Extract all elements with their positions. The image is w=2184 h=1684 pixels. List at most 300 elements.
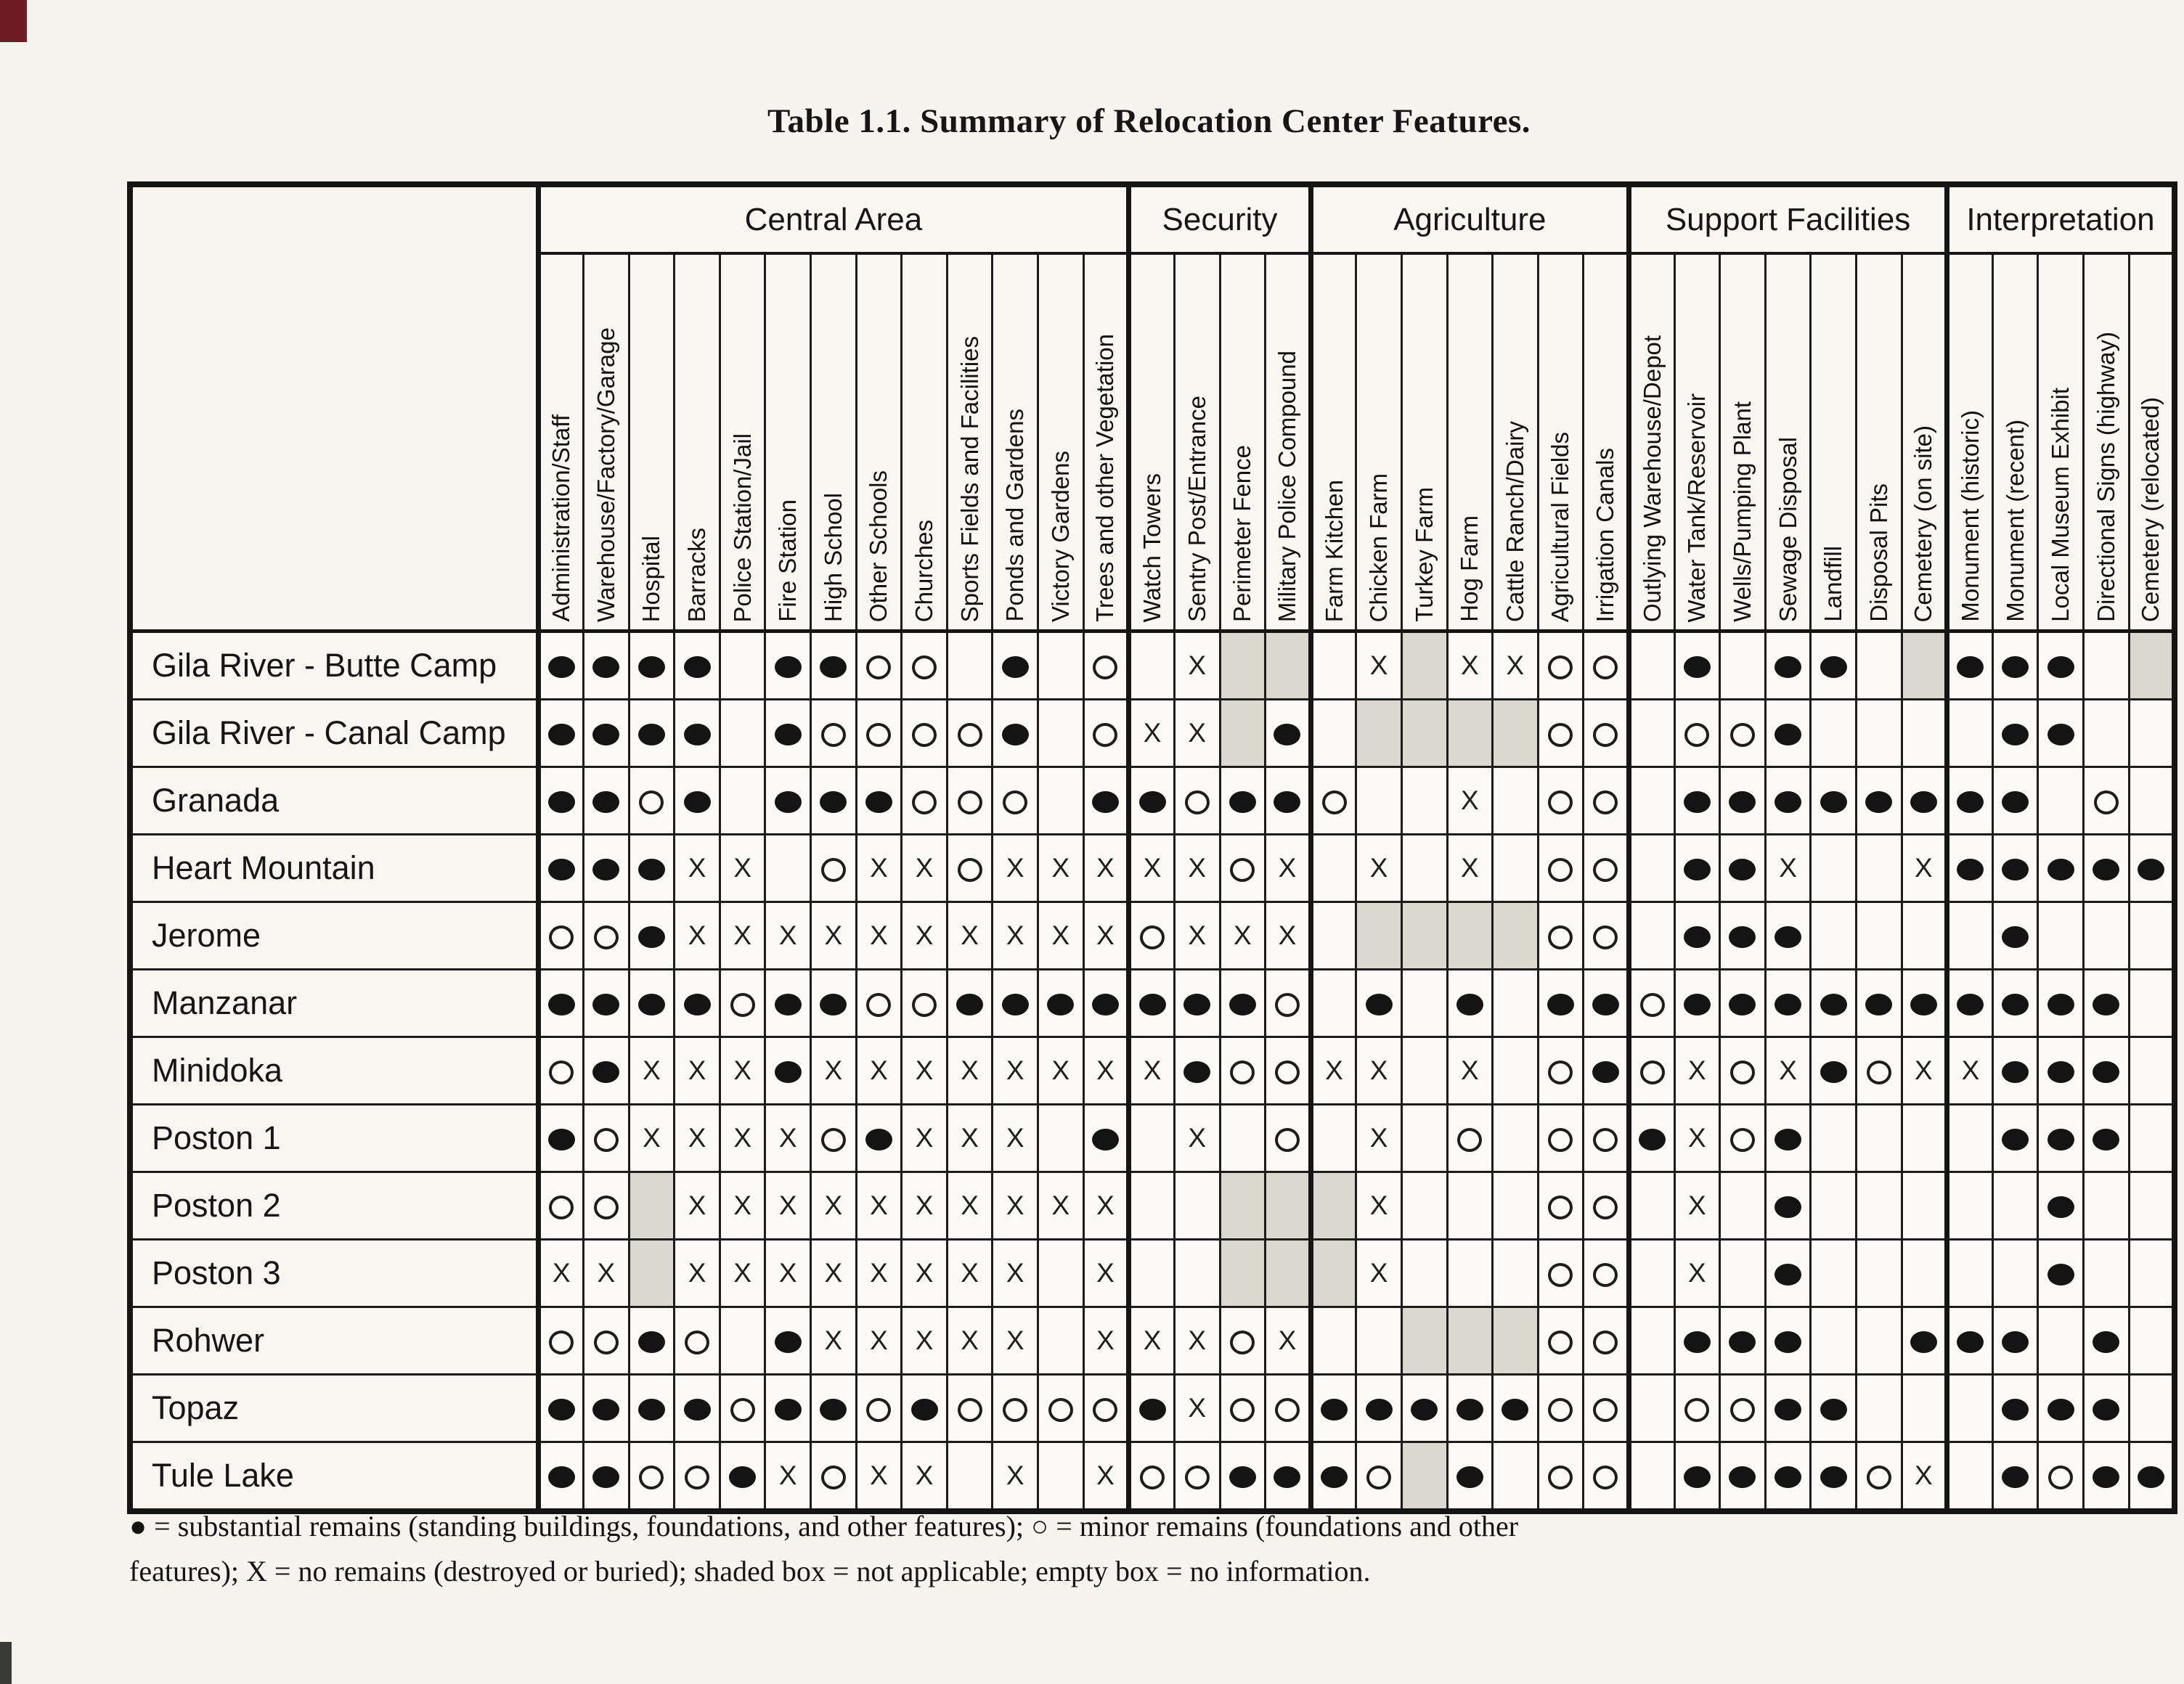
data-cell <box>1720 1240 1766 1307</box>
data-cell <box>2129 767 2175 835</box>
column-label: Agricultural Fields <box>1547 431 1574 622</box>
data-cell <box>1856 1105 1902 1172</box>
minor-remains-icon <box>1548 1195 1573 1219</box>
table-row <box>130 767 2175 835</box>
data-cell <box>1401 835 1447 902</box>
data-cell: X <box>765 902 811 970</box>
minor-remains-icon <box>1275 1398 1300 1422</box>
data-cell <box>1765 632 1811 700</box>
substantial-remains-icon <box>1092 1129 1119 1150</box>
substantial-remains-icon <box>2093 1129 2119 1150</box>
minor-remains-icon <box>1322 790 1347 814</box>
data-cell <box>1129 1442 1175 1512</box>
minor-remains-icon <box>1593 925 1618 949</box>
data-cell: X <box>1674 1037 1720 1105</box>
data-cell <box>1584 1307 1629 1375</box>
data-cell <box>1038 1375 1084 1442</box>
data-cell: X <box>1174 902 1220 970</box>
data-cell <box>1765 1172 1811 1240</box>
minor-remains-icon <box>912 723 937 747</box>
data-cell <box>1083 1375 1129 1442</box>
minor-remains-icon <box>1275 1060 1300 1084</box>
substantial-remains-icon <box>1002 724 1029 745</box>
data-cell <box>1629 632 1674 700</box>
data-cell: X <box>1083 1172 1129 1240</box>
data-cell <box>1493 700 1539 767</box>
data-cell <box>1493 1442 1539 1512</box>
data-cell <box>1220 1240 1266 1307</box>
data-cell <box>1629 767 1674 835</box>
data-cell <box>1811 1240 1857 1307</box>
substantial-remains-icon <box>956 994 983 1015</box>
substantial-remains-icon <box>2002 791 2029 813</box>
data-cell <box>1493 1375 1539 1442</box>
substantial-remains-icon <box>1820 1399 1847 1421</box>
data-cell <box>765 1375 811 1442</box>
data-cell <box>1992 835 2038 902</box>
data-cell <box>1629 1375 1674 1442</box>
substantial-remains-icon <box>592 791 619 813</box>
data-cell <box>902 700 948 767</box>
substantial-remains-icon <box>1366 994 1393 1015</box>
substantial-remains-icon <box>1456 994 1483 1015</box>
data-cell <box>1811 1442 1857 1512</box>
data-cell <box>2129 1307 2175 1375</box>
column-header-26 <box>1674 253 1720 632</box>
data-cell <box>947 1375 993 1442</box>
minor-remains-icon <box>912 790 937 814</box>
substantial-remains-icon <box>1729 994 1756 1015</box>
substantial-remains-icon <box>1774 791 1801 813</box>
data-cell <box>1811 1375 1857 1442</box>
column-header-20 <box>1401 253 1447 632</box>
substantial-remains-icon <box>1183 994 1210 1015</box>
data-cell <box>720 1375 765 1442</box>
data-cell <box>675 700 720 767</box>
data-cell <box>1356 970 1402 1037</box>
data-cell: X <box>720 1172 765 1240</box>
data-cell <box>1401 1172 1447 1240</box>
data-cell <box>1992 632 2038 700</box>
column-label: Cemetery (relocated) <box>2137 397 2164 622</box>
data-cell <box>1765 700 1811 767</box>
minor-remains-icon <box>1593 1398 1618 1422</box>
data-cell <box>1674 1375 1720 1442</box>
substantial-remains-icon <box>684 791 711 813</box>
data-cell <box>902 970 948 1037</box>
data-cell: X <box>1902 1037 1947 1105</box>
data-cell <box>1266 632 1311 700</box>
data-cell <box>1811 700 1857 767</box>
minor-remains-icon <box>594 1331 619 1354</box>
substantial-remains-icon <box>729 1466 756 1488</box>
substantial-remains-icon <box>592 1061 619 1083</box>
data-cell <box>1447 1240 1493 1307</box>
row-label: Manzanar <box>130 970 538 1037</box>
data-cell <box>1992 902 2038 970</box>
data-cell: X <box>1083 1037 1129 1105</box>
data-cell: X <box>1038 1037 1084 1105</box>
data-cell <box>1493 835 1539 902</box>
data-cell <box>1629 1172 1674 1240</box>
minor-remains-icon <box>958 723 982 747</box>
table-head <box>130 184 2175 632</box>
data-cell <box>1174 1172 1220 1240</box>
data-cell <box>2083 632 2129 700</box>
data-cell <box>1992 1172 2038 1240</box>
column-header-12 <box>1038 253 1084 632</box>
data-cell: X <box>1174 1105 1220 1172</box>
data-cell <box>1447 1307 1493 1375</box>
data-cell <box>1856 1037 1902 1105</box>
substantial-remains-icon <box>1092 994 1119 1015</box>
data-cell <box>1765 1442 1811 1512</box>
data-cell <box>629 1375 675 1442</box>
column-label: Irrigation Canals <box>1592 447 1619 622</box>
data-cell <box>2083 1240 2129 1307</box>
data-cell <box>1401 970 1447 1037</box>
data-cell <box>811 767 857 835</box>
data-cell <box>629 700 675 767</box>
row-label: Jerome <box>130 902 538 970</box>
data-cell <box>720 700 765 767</box>
data-cell <box>1765 1240 1811 1307</box>
minor-remains-icon <box>594 925 619 949</box>
data-cell <box>1401 902 1447 970</box>
substantial-remains-icon <box>638 1331 665 1353</box>
data-cell <box>1947 970 1993 1037</box>
substantial-remains-icon <box>2048 724 2074 745</box>
data-cell <box>1856 1442 1902 1512</box>
substantial-remains-icon <box>1047 994 1074 1015</box>
data-cell <box>1129 1240 1175 1307</box>
substantial-remains-icon <box>775 994 802 1015</box>
data-cell <box>1493 767 1539 835</box>
data-cell <box>720 767 765 835</box>
substantial-remains-icon <box>592 859 619 880</box>
data-cell <box>1856 902 1902 970</box>
data-cell <box>1220 767 1266 835</box>
column-label: Sentry Post/Entrance <box>1183 396 1210 622</box>
data-cell <box>1856 1240 1902 1307</box>
substantial-remains-icon <box>2002 994 2029 1015</box>
substantial-remains-icon <box>1592 994 1619 1015</box>
data-cell <box>765 767 811 835</box>
data-cell <box>1674 970 1720 1037</box>
substantial-remains-icon <box>820 1399 847 1421</box>
data-cell: X <box>1129 700 1175 767</box>
data-cell <box>1947 1240 1993 1307</box>
data-cell <box>1720 1375 1766 1442</box>
group-header-interpretation: Interpretation <box>1947 184 2175 253</box>
data-cell <box>584 1037 629 1105</box>
data-cell <box>1947 835 1993 902</box>
minor-remains-icon <box>1593 1331 1618 1354</box>
data-cell: X <box>993 1442 1038 1512</box>
data-cell <box>1902 632 1947 700</box>
data-cell <box>1584 1172 1629 1240</box>
data-cell <box>584 1442 629 1512</box>
column-label: Cemetery (on site) <box>1910 425 1937 622</box>
data-cell <box>2083 1375 2129 1442</box>
data-cell <box>1038 1442 1084 1512</box>
column-header-29 <box>1811 253 1857 632</box>
data-cell <box>1902 1307 1947 1375</box>
data-cell <box>993 767 1038 835</box>
data-cell <box>1674 1442 1720 1512</box>
data-cell <box>1493 1240 1539 1307</box>
substantial-remains-icon <box>1366 1399 1393 1421</box>
data-cell <box>584 970 629 1037</box>
data-cell: X <box>902 1037 948 1105</box>
data-cell <box>1947 902 1993 970</box>
substantial-remains-icon <box>1684 791 1711 813</box>
data-cell <box>993 1375 1038 1442</box>
substantial-remains-icon <box>684 1399 711 1421</box>
column-header-28 <box>1765 253 1811 632</box>
data-cell <box>811 1442 857 1512</box>
data-cell <box>1401 1442 1447 1512</box>
data-cell: X <box>856 1037 902 1105</box>
column-label: Monument (recent) <box>2001 420 2029 622</box>
minor-remains-icon <box>1093 723 1117 747</box>
substantial-remains-icon <box>1957 859 1984 880</box>
data-cell: X <box>947 902 993 970</box>
substantial-remains-icon <box>1774 926 1801 948</box>
data-cell <box>2129 970 2175 1037</box>
data-cell: X <box>1493 632 1539 700</box>
substantial-remains-icon <box>775 1399 802 1421</box>
substantial-remains-icon <box>1274 791 1300 813</box>
data-cell <box>629 1307 675 1375</box>
data-cell: X <box>1266 835 1311 902</box>
minor-remains-icon <box>549 1195 574 1219</box>
minor-remains-icon <box>730 1398 755 1422</box>
substantial-remains-icon <box>2048 1264 2074 1286</box>
data-cell: X <box>902 1105 948 1172</box>
substantial-remains-icon <box>1774 994 1801 1015</box>
data-cell <box>1266 1105 1311 1172</box>
data-cell: X <box>993 835 1038 902</box>
data-cell: X <box>1447 632 1493 700</box>
data-cell: X <box>765 1105 811 1172</box>
data-cell <box>2038 767 2084 835</box>
column-header-3 <box>629 253 675 632</box>
data-cell: X <box>1083 1240 1129 1307</box>
data-cell <box>675 970 720 1037</box>
data-cell <box>1220 632 1266 700</box>
column-label: Water Tank/Reservoir <box>1683 393 1711 622</box>
substantial-remains-icon <box>1002 656 1029 678</box>
data-cell <box>1083 632 1129 700</box>
data-cell <box>1538 767 1584 835</box>
data-cell <box>1629 902 1674 970</box>
substantial-remains-icon <box>2002 1331 2029 1353</box>
substantial-remains-icon <box>2093 994 2119 1015</box>
minor-remains-icon <box>2048 1466 2073 1489</box>
data-cell <box>538 700 584 767</box>
table-row <box>130 1307 2175 1375</box>
data-cell <box>1220 835 1266 902</box>
data-cell <box>2129 632 2175 700</box>
data-cell: X <box>856 1307 902 1375</box>
column-label: Hospital <box>637 535 665 622</box>
data-cell: X <box>1129 835 1175 902</box>
data-cell <box>1629 835 1674 902</box>
substantial-remains-icon <box>2048 1061 2074 1083</box>
data-cell <box>993 632 1038 700</box>
data-cell <box>584 1105 629 1172</box>
column-header-6 <box>765 253 811 632</box>
column-label: Watch Towers <box>1138 473 1166 622</box>
substantial-remains-icon <box>1957 1331 1984 1353</box>
data-cell: X <box>1447 1037 1493 1105</box>
substantial-remains-icon <box>1910 1331 1937 1353</box>
data-cell <box>1311 1307 1356 1375</box>
data-cell: X <box>902 902 948 970</box>
substantial-remains-icon <box>592 724 619 745</box>
substantial-remains-icon <box>1820 1466 1847 1488</box>
minor-remains-icon <box>1048 1398 1073 1422</box>
data-cell: X <box>1356 1105 1402 1172</box>
data-cell: X <box>1447 835 1493 902</box>
substantial-remains-icon <box>638 1399 665 1421</box>
data-cell <box>947 632 993 700</box>
minor-remains-icon <box>958 790 982 814</box>
substantial-remains-icon <box>1229 791 1256 813</box>
minor-remains-icon <box>594 1195 619 1219</box>
features-table <box>127 181 2177 1514</box>
substantial-remains-icon <box>775 656 802 678</box>
data-cell: X <box>1266 902 1311 970</box>
data-cell <box>1674 700 1720 767</box>
data-cell <box>1038 1240 1084 1307</box>
data-cell: X <box>1674 1172 1720 1240</box>
column-header-36 <box>2129 253 2175 632</box>
minor-remains-icon <box>1185 790 1210 814</box>
data-cell: X <box>856 1172 902 1240</box>
data-cell: X <box>1356 1037 1402 1105</box>
column-header-23 <box>1538 253 1584 632</box>
data-cell <box>720 632 765 700</box>
data-cell <box>765 1307 811 1375</box>
substantial-remains-icon <box>1321 1466 1348 1488</box>
minor-remains-icon <box>1230 858 1255 882</box>
data-cell: X <box>1174 1375 1220 1442</box>
minor-remains-icon <box>1593 1466 1618 1489</box>
data-cell <box>675 1375 720 1442</box>
data-cell <box>1674 902 1720 970</box>
data-cell <box>1856 1307 1902 1375</box>
data-cell <box>1174 970 1220 1037</box>
column-label: Local Museum Exhibit <box>2047 388 2074 622</box>
minor-remains-icon <box>958 1398 982 1422</box>
data-cell: X <box>720 1037 765 1105</box>
data-cell <box>1856 970 1902 1037</box>
data-cell: X <box>629 1037 675 1105</box>
data-cell <box>1947 700 1993 767</box>
substantial-remains-icon <box>548 1466 575 1488</box>
legend-text: ● = substantial remains (standing buildings, foundations, and other features); ○ = minor remains (foundations and other features); X = no remains (destroyed or buried); shaded box = not applicable; empty box = no information. <box>129 1510 1519 1587</box>
data-cell <box>1174 1442 1220 1512</box>
data-cell <box>1220 1037 1266 1105</box>
data-cell: X <box>675 835 720 902</box>
data-cell <box>2129 835 2175 902</box>
data-cell <box>1220 1307 1266 1375</box>
minor-remains-icon <box>1548 1263 1573 1287</box>
data-cell <box>765 700 811 767</box>
data-cell: X <box>811 1307 857 1375</box>
data-cell <box>629 1172 675 1240</box>
data-cell <box>765 970 811 1037</box>
minor-remains-icon <box>1640 993 1665 1017</box>
substantial-remains-icon <box>1774 656 1801 678</box>
data-cell <box>1947 632 1993 700</box>
substantial-remains-icon <box>1820 656 1847 678</box>
data-cell <box>1720 835 1766 902</box>
data-cell <box>856 632 902 700</box>
data-cell <box>1856 835 1902 902</box>
data-cell <box>1266 1037 1311 1105</box>
column-label: High School <box>819 493 847 622</box>
substantial-remains-icon <box>1865 791 1892 813</box>
data-cell <box>765 1037 811 1105</box>
data-cell: X <box>765 1172 811 1240</box>
data-cell <box>629 1240 675 1307</box>
data-cell: X <box>1083 1442 1129 1512</box>
data-cell <box>2129 902 2175 970</box>
data-cell <box>2083 1442 2129 1512</box>
data-cell <box>1856 1172 1902 1240</box>
row-label: Topaz <box>130 1375 538 1442</box>
column-label: Sewage Disposal <box>1774 437 1801 622</box>
substantial-remains-icon <box>1957 791 1984 813</box>
minor-remains-icon <box>1867 1060 1891 1084</box>
data-cell <box>1538 1105 1584 1172</box>
substantial-remains-icon <box>1684 859 1711 880</box>
data-cell <box>1220 1375 1266 1442</box>
data-cell <box>1401 632 1447 700</box>
data-cell <box>538 1375 584 1442</box>
substantial-remains-icon <box>2093 859 2119 880</box>
substantial-remains-icon <box>775 1331 802 1353</box>
data-cell: X <box>720 835 765 902</box>
data-cell <box>2129 1375 2175 1442</box>
column-header-4 <box>675 253 720 632</box>
substantial-remains-icon <box>1774 1196 1801 1218</box>
data-cell <box>1129 767 1175 835</box>
data-cell <box>1447 1172 1493 1240</box>
column-label: Chicken Farm <box>1365 473 1393 622</box>
substantial-remains-icon <box>1820 994 1847 1015</box>
data-cell: X <box>902 1442 948 1512</box>
substantial-remains-icon <box>775 1061 802 1083</box>
minor-remains-icon <box>1684 723 1709 747</box>
data-cell: X <box>856 902 902 970</box>
data-cell <box>584 700 629 767</box>
data-cell <box>1220 1442 1266 1512</box>
column-header-22 <box>1493 253 1539 632</box>
minor-remains-icon <box>685 1331 709 1354</box>
data-cell: X <box>1038 835 1084 902</box>
data-cell <box>2083 1105 2129 1172</box>
data-cell <box>2038 1037 2084 1105</box>
column-header-14 <box>1129 253 1175 632</box>
data-cell <box>1538 1442 1584 1512</box>
data-cell <box>1129 902 1175 970</box>
minor-remains-icon <box>1230 1060 1255 1084</box>
data-cell <box>1992 1240 2038 1307</box>
